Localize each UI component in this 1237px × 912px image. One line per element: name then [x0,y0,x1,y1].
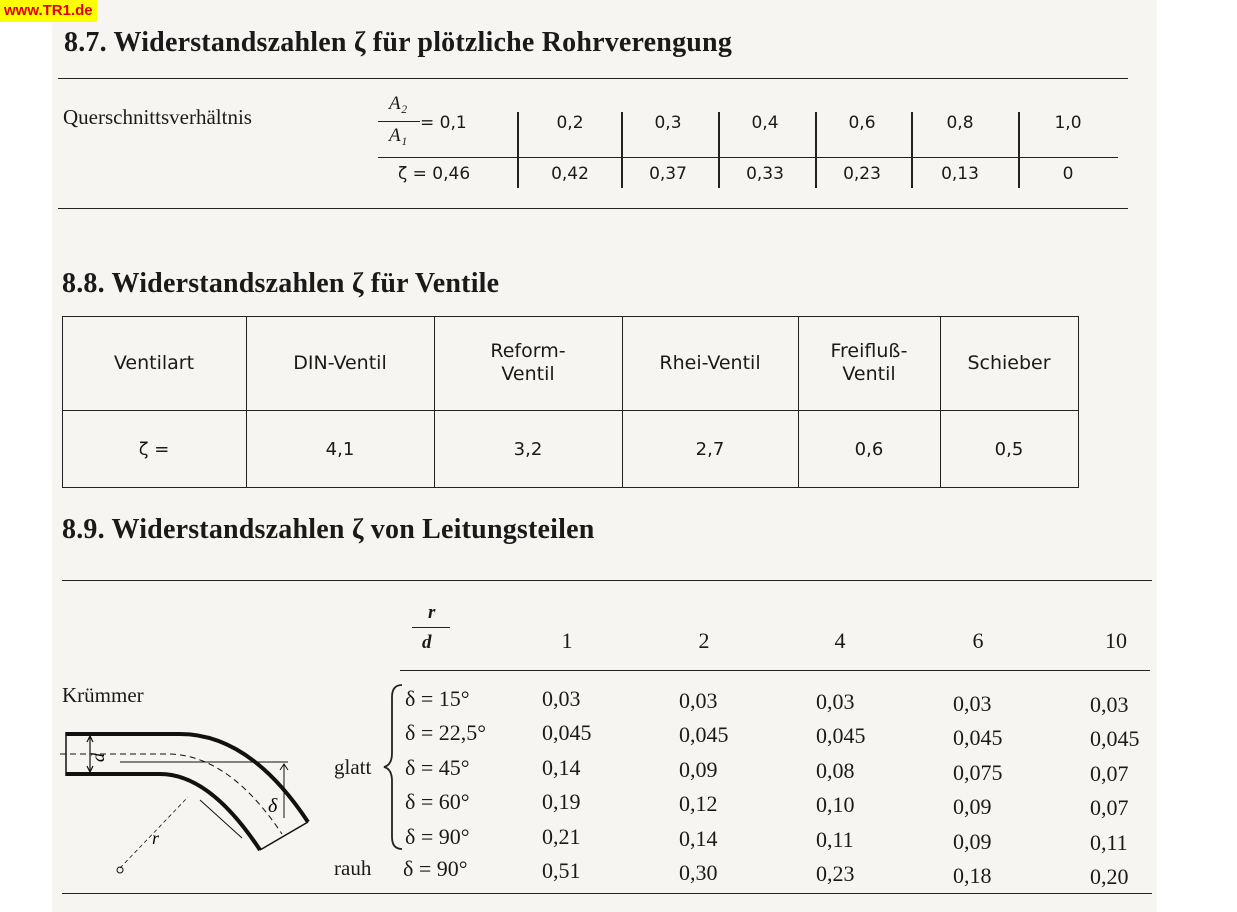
resistance-coefficient-value: ζ = 0,46 [398,164,471,184]
bend-ratio-column-header: 10 [1105,628,1127,653]
smooth-elbow-zeta: 0,10 [816,792,855,817]
smooth-elbow-zeta: 0,11 [816,827,854,852]
valve-type-header: Schieber [967,351,1051,374]
resistance-coefficient-value: 0,42 [551,164,589,184]
smooth-elbow-zeta: 0,12 [679,790,718,816]
smooth-elbow-angle: δ = 90° [405,824,470,849]
smooth-elbow-zeta: 0,03 [542,686,581,711]
bend-ratio-column-header: 6 [972,628,984,653]
smooth-elbow-zeta: 0,045 [679,721,729,747]
smooth-elbow-zeta: 0,21 [542,824,581,849]
area-ratio-value: = 0,1 [420,113,467,133]
resistance-coefficient-value: 0,13 [941,164,979,184]
smooth-elbow-angle: δ = 60° [405,789,470,814]
smooth-elbow-zeta: 0,09 [953,793,992,819]
section-87-column-divider [621,112,623,188]
rough-label: rauh [334,856,372,880]
smooth-elbow-zeta: 0,045 [816,723,866,748]
watermark: www.TR1.de [0,0,97,22]
valve-type-header: Freifluß- Ventil [830,340,908,385]
valve-type-header: DIN-Ventil [293,351,387,374]
section-87-column-divider [911,112,913,188]
section-87-top-rule [58,78,1128,79]
bend-ratio-denominator: d [422,632,432,653]
area-ratio-value: 1,0 [1054,113,1082,133]
resistance-coefficient-value: 0,23 [843,164,881,184]
section-89-bottom-rule [62,893,1152,894]
smooth-brace [380,683,406,853]
bend-ratio-column-header: 4 [834,628,846,653]
bend-ratio-numerator: r [428,602,436,623]
smooth-label: glatt [334,755,372,779]
smooth-elbow-zeta: 0,075 [953,759,1003,785]
resistance-coefficient-value: 0,33 [746,164,784,184]
smooth-elbow-angle: δ = 22,5° [405,720,487,745]
rough-elbow-angle: δ = 90° [403,856,468,881]
section-87-column-divider [517,112,519,188]
section-89-top-rule [62,580,1152,581]
valve-type-header: Ventilart [113,351,195,374]
section-87-mid-rule [378,157,1118,158]
rough-elbow-zeta: 0,30 [679,859,718,885]
smooth-elbow-zeta: 0,14 [542,755,581,780]
smooth-elbow-zeta: 0,03 [953,690,992,716]
area-ratio-value: 0,2 [556,113,584,133]
smooth-elbow-zeta: 0,08 [816,758,855,783]
smooth-elbow-zeta: 0,14 [679,825,718,851]
bend-ratio-column-header: 1 [561,628,573,653]
smooth-elbow-zeta: 0,11 [1090,830,1128,855]
figure-label-delta: δ [268,795,278,817]
figure-label-d: d [88,753,108,762]
resistance-coefficient-value: 0 [1062,164,1074,184]
resistance-coefficient-value: 0,37 [649,164,687,184]
section-87-column-divider [815,112,817,188]
valve-zeta-value: ζ = [138,438,170,460]
area-ratio-numerator: A₂ [389,93,408,114]
section-89-header-rule [400,670,1150,671]
bend-ratio-fraction-bar [412,627,450,628]
valve-zeta-value: 0,6 [854,438,884,460]
valve-zeta-value: 0,5 [994,438,1024,460]
smooth-elbow-zeta: 0,07 [1090,761,1129,786]
valve-type-header: Rhei-Ventil [659,351,761,374]
area-ratio-fraction-bar [378,121,420,122]
valve-zeta-value: 4,1 [325,438,355,460]
valve-type-header: Reform- Ventil [490,340,566,385]
rough-elbow-zeta: 0,18 [953,862,992,888]
rough-elbow-zeta: 0,20 [1090,864,1129,889]
smooth-elbow-zeta: 0,09 [953,828,992,854]
smooth-elbow-angle: δ = 45° [405,755,470,780]
figure-label-r: r [152,828,160,848]
rough-elbow-zeta: 0,23 [816,861,855,886]
valve-zeta-value: 3,2 [513,438,543,460]
section-88-title: 8.8. Widerstandszahlen ζ für Ventile [62,268,500,299]
area-ratio-value: 0,6 [848,113,876,133]
smooth-elbow-zeta: 0,045 [1090,726,1140,751]
elbow-label: Krümmer [62,683,144,707]
section-87-column-divider [1018,112,1020,188]
cross-section-ratio-label: Querschnittsverhältnis [63,105,252,129]
smooth-elbow-zeta: 0,19 [542,789,581,814]
smooth-elbow-zeta: 0,03 [679,687,718,713]
section-87-column-divider [718,112,720,188]
bend-ratio-column-header: 2 [698,628,710,653]
pipe-elbow-drawing [60,722,310,882]
rough-elbow-zeta: 0,51 [542,858,581,883]
area-ratio-value: 0,4 [751,113,779,133]
area-ratio-value: 0,8 [946,113,974,133]
area-ratio-denominator: A₁ [389,125,408,146]
smooth-elbow-zeta: 0,09 [679,756,718,782]
smooth-elbow-zeta: 0,03 [816,689,855,714]
section-87-title: 8.7. Widerstandszahlen ζ für plötzliche Rohrverengung [64,27,733,58]
area-ratio-value: 0,3 [654,113,682,133]
smooth-elbow-zeta: 0,07 [1090,795,1129,820]
smooth-elbow-angle: δ = 15° [405,686,470,711]
smooth-elbow-zeta: 0,03 [1090,692,1129,717]
section-87-bottom-rule [58,208,1128,209]
valve-zeta-value: 2,7 [695,438,725,460]
smooth-elbow-zeta: 0,045 [953,724,1003,750]
section-89-title: 8.9. Widerstandszahlen ζ von Leitungsteilen [62,514,595,545]
smooth-elbow-zeta: 0,045 [542,720,592,745]
